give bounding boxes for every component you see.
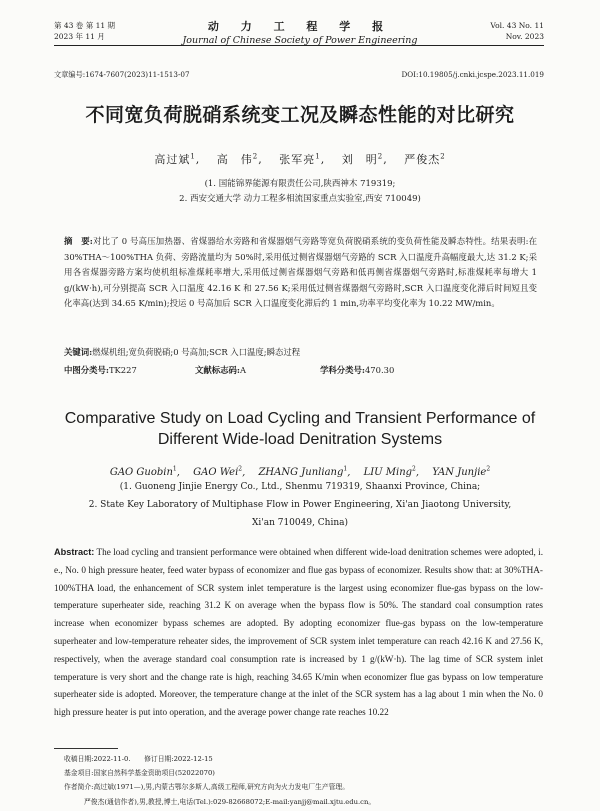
footnote-received: 收稿日期:2022-11-0. 修订日期:2022-12-15 <box>64 755 213 763</box>
title-en-line-1: Comparative Study on Load Cycling and Transient Performance of <box>64 410 536 427</box>
abstract-cn <box>64 234 537 312</box>
article-number: 文章编号:1674-7607(2023)11-1513-07 <box>54 70 190 79</box>
affiliation-en-2: 2. State Key Laboratory of Multiphase Flow in Power Engineering, Xi'an Jiaotong University, <box>88 500 512 510</box>
author-en: LIU Ming$^2$ <box>363 465 416 478</box>
author-en: GAO Wei$^2$ <box>193 465 243 478</box>
document-code: 文献标志码:A <box>195 365 247 375</box>
date-en: Nov. 2023 <box>505 32 544 41</box>
abstract-en-label: Abstract: <box>54 547 95 557</box>
footnotes <box>64 752 375 809</box>
subject-code: 学科分类号:470.30 <box>320 365 395 375</box>
authors-en: GAO Guobin$^1$, GAO Wei$^2$, ZHANG Junliang$^1$, LIU Ming$^2$, YAN Junjie$^2$ <box>109 465 491 478</box>
abstract-cn-text: 对比了 0 号高压加热器、省煤器给水旁路和省煤器烟气旁路等宽负荷脱硝系统的变负荷性能及瞬态特性。结果表明:在 30%THA～100%THA 负荷、旁路流量均为 50%时,采用低过侧省煤器烟气旁路的 SCR 入口温度升高幅度最大,达 31.2 K;采用各省煤器旁路方案均使机组标准煤耗率增大,采用低过侧省煤器烟气旁路和低再侧省煤器烟气旁路时,标准煤耗率每增大 1 g/(kW·h),可分别提高 SCR 入口温度 42.16 K 和 27.56 K;采用低过侧省煤器烟气旁路时,SCR 入口温度变化滞后时间短且变化率高(达到 34.65 K/min);投运 0 号高加后 SCR 入口温度变化滞后约 1 min,功率平均变化率为 10.22 MW/min。 <box>64 236 537 309</box>
abstract-en <box>54 544 543 722</box>
author-cn: 严俊杰$^2$ <box>404 152 446 166</box>
affiliation-cn-2: 2. 西安交通大学 动力工程多相流国家重点实验室,西安 710049) <box>179 194 421 204</box>
footnote-author: 作者简介:高过斌(1971—),男,内蒙古鄂尔多斯人,高级工程师,研究方向为火力发电厂生产管理。 <box>64 783 350 792</box>
journal-title-cn: 动 力 工 程 学 报 <box>207 20 393 33</box>
title-en <box>0 408 600 450</box>
authors-cn: 高过斌$^1$, 高 伟$^2$, 张军亮$^1$, 刘 明$^2$, 严俊杰$^2$ <box>154 152 446 166</box>
volume-cn: 第 43 卷 第 11 期 <box>54 21 116 30</box>
author-en: GAO Guobin$^1$ <box>109 465 177 478</box>
footnote-rule <box>54 748 118 749</box>
author-cn: 高过斌$^1$ <box>154 152 196 166</box>
header-rule <box>54 45 544 46</box>
author-cn: 刘 明$^2$ <box>341 152 384 166</box>
doi: DOI:10.19805/j.cnki.jcspe.2023.11.019 <box>401 70 544 79</box>
meta-row <box>54 70 544 80</box>
footnote-fund: 基金项目:国家自然科学基金资助项目(52022070) <box>64 769 215 778</box>
abstract-en-text: The load cycling and transient performance were obtained when different wide-load denitration schemes were adopted, i. e., No. 0 high pressure heater, feed water bypass of economizer and flue gas bypass of economizer. Results show that: at 30%THA-100%THA load, the enhancement of SCR system inlet temperature is the largest using economizer flue-gas bypass on the low-temperature superheater side, reaching 31.2 K on average when the bypass flow is 50%. The standard coal consumption rates increase when economizer bypass schemes are adopted. By adopting economizer flue-gas bypass on the low-temperature superheater and low-temperature reheater sides, the improvement of SCR system inlet temperature can reach 42.16 K and 27.56 K, respectively, when the average standard coal consumption rate is increased by 1 g/(kW·h). The lag time of SCR system inlet temperature is very short and the change rate is high, reaching 34.65 K/min when economizer flue gas bypass on low temperature superheater side is adopted. Moreover, the temperature change at the inlet of the SCR system has a lag about 1 min when the No. 0 high pressure heater is put into operation, and the average power change rate reaches 10.22 <box>54 547 543 718</box>
author-en: YAN Junjie$^2$ <box>432 465 491 478</box>
clc-number: 中图分类号:TK227 <box>64 365 137 375</box>
header-right <box>490 20 544 42</box>
affiliation-cn-1: (1. 国能锦界能源有限责任公司,陕西神木 719319; <box>204 179 396 189</box>
date-cn: 2023 年 11 月 <box>54 32 105 41</box>
title-en-line-2: Different Wide-load Denitration Systems <box>157 431 443 448</box>
footnote-corresponding: 严俊杰(通信作者),男,教授,博士,电话(Tel.):029-82668072;E-mail:yanjj@mail.xjtu.edu.cn。 <box>84 797 376 806</box>
keywords-cn-text: 燃煤机组;宽负荷脱硝;0 号高加;SCR 入口温度;瞬态过程 <box>92 347 301 357</box>
journal-title-en: Journal of Chinese Society of Power Engineering <box>182 35 418 46</box>
author-en: ZHANG Junliang$^1$ <box>258 465 348 478</box>
affiliation-en-1: (1. Guoneng Jinjie Energy Co., Ltd., Shenmu 719319, Shaanxi Province, China; <box>119 482 481 492</box>
author-cn: 高 伟$^2$ <box>216 152 259 166</box>
affiliation-en-3: Xi'an 710049, China) <box>251 518 349 528</box>
author-cn: 张军亮$^1$ <box>279 152 321 166</box>
keywords-cn-label: 关键词: <box>64 347 93 357</box>
title-cn: 不同宽负荷脱硝系统变工况及瞬态性能的对比研究 <box>85 104 515 126</box>
keywords-cn <box>64 346 537 358</box>
abstract-cn-label: 摘 要: <box>64 236 93 246</box>
volume-en: Vol. 43 No. 11 <box>490 21 544 30</box>
